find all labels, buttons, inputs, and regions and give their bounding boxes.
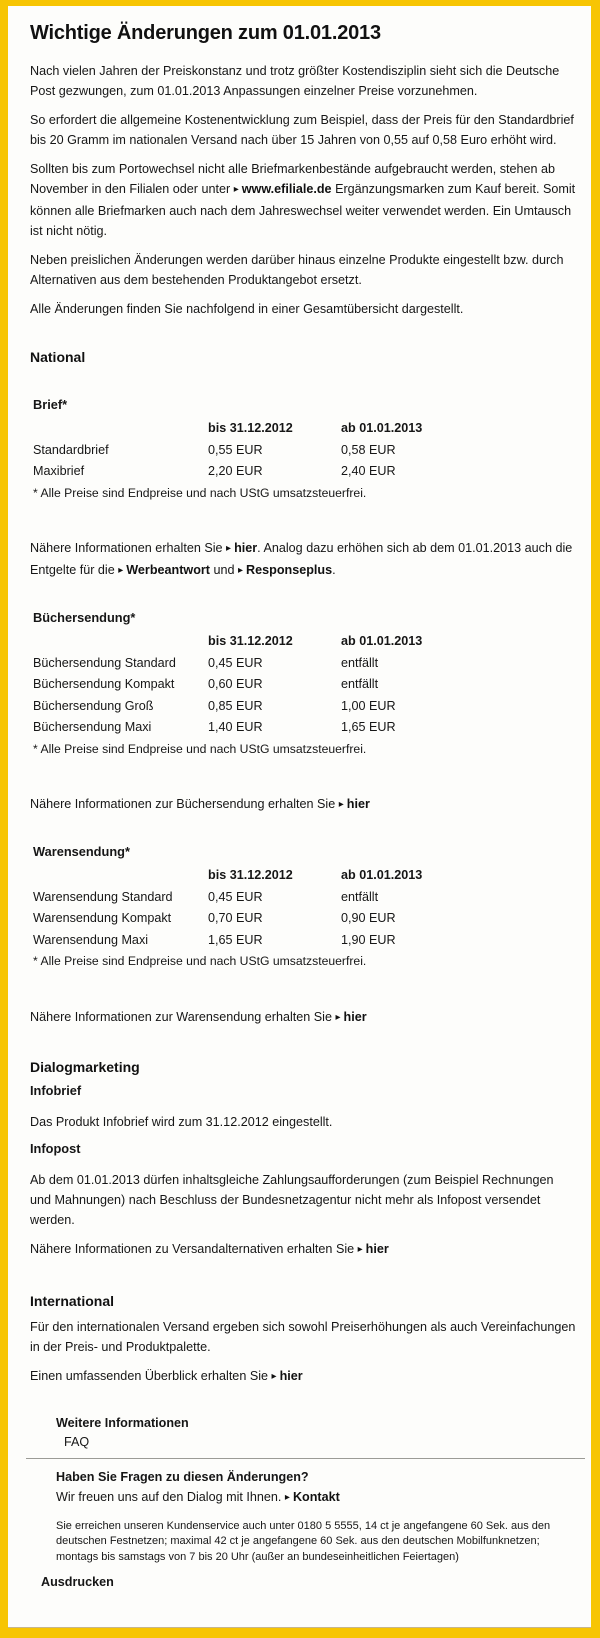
table-header-row xyxy=(33,631,577,653)
more-information-heading: Weitere Informationen xyxy=(56,1415,189,1430)
table-header-row xyxy=(33,418,577,440)
table-row xyxy=(33,674,577,696)
table-row xyxy=(33,440,577,462)
table-row xyxy=(33,696,577,718)
service-note: Sie erreichen unseren Kundenservice auch unter 0180 5 5555, 14 ct je angefangene 60 Sek. aus den deutschen Festnetzen; maximal 42 ct je angefangene 60 Sek. aus den deutschen Mobilfunknetzen; montags bis samstags von 7 bis 20 Uhr (außer an bundeseinheitlichen Feiertagen) xyxy=(56,1519,551,1563)
col-header-new: ab 01.01.2013 xyxy=(341,868,423,882)
subsection-infobrief: Infobrief xyxy=(30,1082,82,1098)
link-label: www.efiliale.de xyxy=(241,182,332,196)
faq-link[interactable]: FAQ xyxy=(64,1434,90,1449)
arrow-icon: ▸ xyxy=(284,1491,290,1503)
table-row xyxy=(33,461,577,483)
col-header-new: ab 01.01.2013 xyxy=(341,421,423,435)
link-label: hier xyxy=(234,541,258,555)
international-info-line xyxy=(30,1366,577,1388)
paragraph-text: Sollten bis zum Portowechsel nicht alle Briefmarkenbestände aufgebraucht werden, stehen ab November in den Filialen oder unter xyxy=(30,162,556,196)
responseplus-link[interactable] xyxy=(238,563,332,577)
arrow-icon: ▸ xyxy=(338,799,344,810)
hier-link[interactable] xyxy=(339,797,370,811)
line-text: und xyxy=(210,563,239,577)
versandalternativen-info-line xyxy=(30,1239,577,1261)
row-label: Büchersendung Maxi xyxy=(33,720,152,734)
line-text: . Analog dazu erhöhen sich ab dem 01.01.2013 auch die Entgelte für die xyxy=(30,541,573,577)
section-national: National xyxy=(30,349,86,365)
letter-content xyxy=(8,6,591,1589)
link-label: hier xyxy=(365,1241,389,1256)
link-label: Responseplus xyxy=(246,563,333,577)
questions-heading: Haben Sie Fragen zu diesen Änderungen? xyxy=(56,1469,309,1484)
row-label: Maxibrief xyxy=(33,464,85,478)
price-old: 2,20 EUR xyxy=(208,464,263,478)
table-header-row xyxy=(33,865,577,887)
scan-artifact xyxy=(591,178,593,194)
subsection-infopost: Infopost xyxy=(30,1140,81,1156)
intro-paragraph-4: Neben preislichen Änderungen werden darüber hinaus einzelne Produkte eingestellt bzw. durch Alternativen aus dem bestehenden Produktangebot ersetzt. xyxy=(30,253,564,287)
werbeantwort-link[interactable] xyxy=(118,563,210,577)
scan-artifact xyxy=(591,222,593,238)
line-text: Nähere Informationen erhalten Sie xyxy=(30,541,227,555)
footer-divider xyxy=(26,1458,585,1459)
price-new: 1,90 EUR xyxy=(341,932,396,947)
row-label: Warensendung Kompakt xyxy=(33,911,172,925)
intro-paragraph-5: Alle Änderungen finden Sie nachfolgend in einer Gesamtübersicht dargestellt. xyxy=(30,302,464,316)
price-old: 1,40 EUR xyxy=(208,720,263,734)
link-label: hier xyxy=(279,1368,303,1383)
price-old: 0,60 EUR xyxy=(208,677,263,691)
table-footnote: * Alle Preise sind Endpreise und nach UStG umsatzsteuerfrei. xyxy=(33,954,367,968)
price-new: 1,00 EUR xyxy=(341,698,396,713)
row-label: Büchersendung Groß xyxy=(33,698,154,713)
price-new: entfällt xyxy=(341,677,379,691)
price-old: 0,45 EUR xyxy=(208,655,263,670)
paragraph-text: Ergänzungsmarken zum Kauf bereit. Somit können alle Briefmarken auch nach dem Jahreswechsel weiter verwendet werden. Ein Umtausch ist nicht nötig. xyxy=(30,182,576,238)
line-text: Nähere Informationen zur Warensendung erhalten Sie xyxy=(30,1009,336,1024)
price-old: 0,85 EUR xyxy=(208,698,263,713)
line-text: Nähere Informationen zur Büchersendung erhalten Sie xyxy=(30,797,339,811)
price-old: 1,65 EUR xyxy=(208,932,263,947)
buechersendung-info-line xyxy=(30,794,577,816)
section-international: International xyxy=(30,1292,115,1309)
price-new: 1,65 EUR xyxy=(341,720,396,734)
table-row xyxy=(33,717,577,739)
infopost-text: Ab dem 01.01.2013 dürfen inhaltsgleiche Zahlungsaufforderungen (zum Beispiel Rechnungen und Mahnungen) nach Beschluss der Bundesnetzagentur nicht mehr als Infopost versendet werden. xyxy=(30,1172,554,1227)
price-new: entfällt xyxy=(341,889,379,904)
row-label: Warensendung Maxi xyxy=(33,932,149,947)
arrow-icon: ▸ xyxy=(357,1243,363,1255)
hier-link[interactable] xyxy=(335,1010,366,1024)
arrow-icon: ▸ xyxy=(238,565,244,576)
warensendung-table xyxy=(30,844,577,973)
international-text: Für den internationalen Versand ergeben sich sowohl Preiserhöhungen als auch Vereinfachungen in der Preis- und Produktpalette. xyxy=(30,1319,576,1354)
price-old: 0,70 EUR xyxy=(208,911,263,925)
arrow-icon: ▸ xyxy=(226,543,232,554)
intro-paragraph-2: So erfordert die allgemeine Kostenentwicklung zum Beispiel, dass der Preis für den Standardbrief bis 20 Gramm im nationalen Versand nach über 15 Jahren von 0,55 auf 0,58 Euro erhöht wird. xyxy=(30,113,574,147)
link-label: Werbeantwort xyxy=(126,563,210,577)
section-dialogmarketing: Dialogmarketing xyxy=(30,1058,140,1075)
buechersendung-table-title: Büchersendung* xyxy=(33,610,136,625)
link-label: hier xyxy=(346,797,370,811)
kontakt-link[interactable] xyxy=(285,1490,340,1504)
brief-table-title: Brief* xyxy=(33,397,68,412)
table-row xyxy=(33,653,577,675)
warensendung-table-title: Warensendung* xyxy=(33,844,130,859)
letter-footer xyxy=(30,1414,577,1590)
scan-artifact xyxy=(591,88,593,104)
print-link[interactable]: Ausdrucken xyxy=(41,1575,114,1589)
row-label: Büchersendung Standard xyxy=(33,655,176,670)
brief-table xyxy=(30,397,577,504)
brief-info-line xyxy=(30,538,577,582)
col-header-old: bis 31.12.2012 xyxy=(208,421,293,435)
arrow-icon: ▸ xyxy=(233,184,239,195)
line-text: . xyxy=(332,563,336,577)
scan-artifact xyxy=(591,314,593,328)
arrow-icon: ▸ xyxy=(271,1370,277,1382)
table-footnote: * Alle Preise sind Endpreise und nach UStG umsatzsteuerfrei. xyxy=(33,741,367,756)
row-label: Büchersendung Kompakt xyxy=(33,677,175,691)
warensendung-info-line xyxy=(30,1007,577,1029)
col-header-old: bis 31.12.2012 xyxy=(208,868,293,882)
dialog-line xyxy=(56,1487,577,1509)
line-text: Wir freuen uns auf den Dialog mit Ihnen. xyxy=(56,1489,285,1504)
buechersendung-table xyxy=(30,610,577,760)
price-new: 2,40 EUR xyxy=(341,464,396,478)
intro-paragraph-1: Nach vielen Jahren der Preiskonstanz und trotz größter Kostendisziplin sieht sich die Deutsche Post gezwungen, zum 01.01.2013 Anpassungen einzelner Preise vorzunehmen. xyxy=(30,64,560,98)
price-old: 0,55 EUR xyxy=(208,442,263,457)
table-row xyxy=(33,930,577,952)
intro-paragraph-3 xyxy=(30,159,577,241)
table-row xyxy=(33,908,577,930)
arrow-icon: ▸ xyxy=(335,1011,341,1023)
hier-link[interactable] xyxy=(226,541,257,555)
row-label: Warensendung Standard xyxy=(33,889,173,904)
price-new: 0,90 EUR xyxy=(341,911,396,925)
efiliale-link[interactable] xyxy=(234,182,332,196)
table-footnote: * Alle Preise sind Endpreise und nach UStG umsatzsteuerfrei. xyxy=(33,485,367,500)
scan-artifact xyxy=(591,266,593,282)
arrow-icon: ▸ xyxy=(118,565,124,576)
infobrief-text: Das Produkt Infobrief wird zum 31.12.2012 eingestellt. xyxy=(30,1114,333,1129)
page-title: Wichtige Änderungen zum 01.01.2013 xyxy=(30,22,381,44)
line-text: Nähere Informationen zu Versandalternativen erhalten Sie xyxy=(30,1241,358,1256)
line-text: Einen umfassenden Überblick erhalten Sie xyxy=(30,1368,272,1383)
row-label: Standardbrief xyxy=(33,442,109,457)
hier-link[interactable] xyxy=(358,1242,389,1256)
col-header-new: ab 01.01.2013 xyxy=(341,634,423,648)
price-old: 0,45 EUR xyxy=(208,889,263,904)
price-new: 0,58 EUR xyxy=(341,442,396,457)
price-new: entfällt xyxy=(341,655,379,670)
link-label: hier xyxy=(343,1009,367,1024)
col-header-old: bis 31.12.2012 xyxy=(208,634,293,648)
link-label: Kontakt xyxy=(292,1489,340,1504)
hier-link[interactable] xyxy=(272,1369,303,1383)
table-row xyxy=(33,887,577,909)
